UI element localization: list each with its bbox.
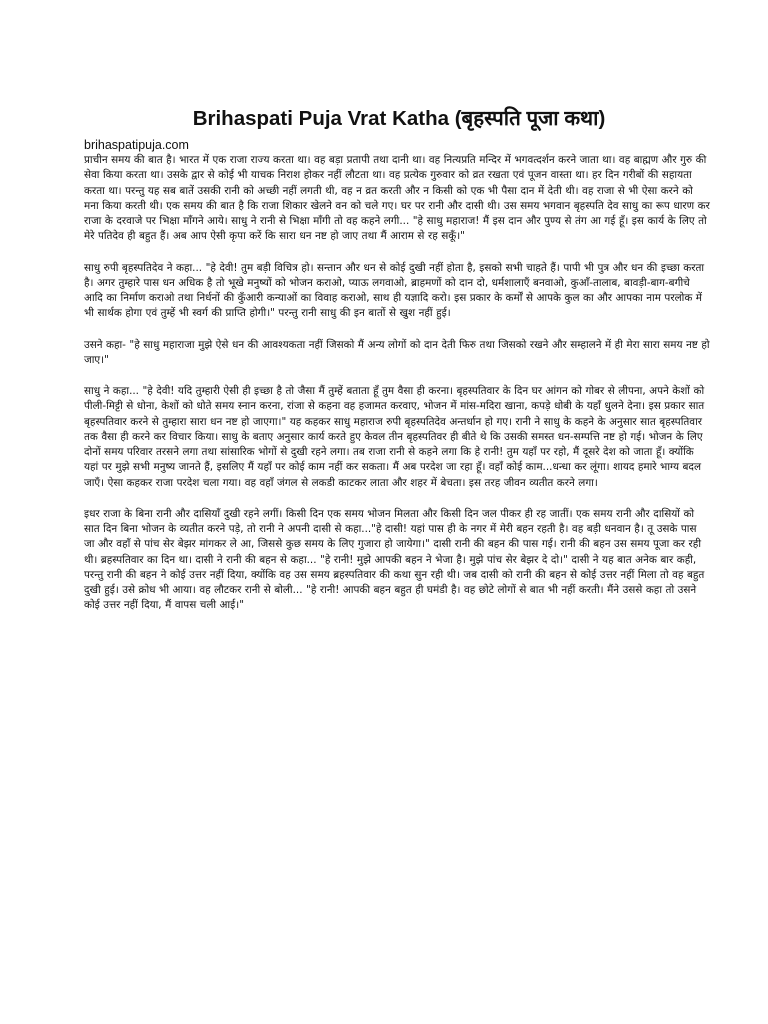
paragraph-1: प्राचीन समय की बात है। भारत में एक राजा राज्य करता था। वह बड़ा प्रतापी तथा दानी था। वह नित्यप्रति मन्दिर में भगवत्दर्शन करने जाता था। वह बाह्मण और गुरु की सेवा किया करता था। उसके द्वार से कोई भी याचक निराश होकर नहीं लौटता था। वह प्रत्येक गुरुवार को व्रत रखता एवं पूजन वास्ता था। हर दिन गरीबों की सहायता करता था। परन्तु यह सब बातें उसकी रानी को अच्छी नहीं लगती थी, वह न व्रत करती और न किसी को एक भी पैसा दान में देती थी। वह राजा से भी ऐसा करने को मना किया करती थी। एक समय की बात है कि राजा शिकार खेलने वन को चले गए। घर पर रानी और दासी थी। उस समय भगवान बृहस्पति देव साधु का रूप धारण कर राजा के दरवाजे पर भिक्षा माँगने आये। साधु ने रानी से भिक्षा माँगी तो वह कहने लगी... "हे साधु महाराज! मैं इस दान और पुण्य से तंग आ गई हूँ। इस कार्य के लिए तो मेरे पतिदेव ही बहुत हैं। अब आप ऐसी कृपा करें कि सारा धन नष्ट हो जाए तथा मैं आराम से रह सकूँ।" <box>84 154 710 243</box>
paragraph-2: साधु रुपी बृहस्पतिदेव ने कहा... "हे देवी! तुम बड़ी विचित्र हो। सन्तान और धन से कोई दुखी नहीं होता है, इसको सभी चाहते हैं। पापी भी पुत्र और धन की इच्छा करता है। अगर तुम्हारे पास धन अधिक है तो भूखे मनुष्यों को भोजन कराओ, प्याऊ लगवाओ, ब्राहमणों को दान दो, धर्मशालाएँ बनवाओ, कुआँ-तालाब, बावड़ी-बाग-बगीचे आदि का निर्माण कराओ तथा निर्धनों की कुँआरी कन्याओं का विवाह कराओ, साथ ही यज्ञादि करो। इस प्रकार के कर्मों से आपके कुल का और आपका नाम परलोक में भी सार्थक होगा एवं तुम्हें भी स्वर्ग की प्राप्ति होगी।" परन्तु रानी साधु की इन बातों से खुश नहीं हुई। <box>84 261 705 320</box>
paragraph-3: उसने कहा- "हे साधु महाराजा मुझे ऐसे धन की आवश्यकता नहीं जिसको मैं अन्य लोगों को दान देती फिरु तथा जिसको रखने और सम्हालने में ही मेरा सारा समय नष्ट हो जाए।" <box>84 338 710 366</box>
document-title: Brihaspati Puja Vrat Katha (बृहस्पति पूजा कथा) <box>192 107 606 130</box>
paragraph-5: इधर राजा के बिना रानी और दासियाँ दुखी रहने लगीं। किसी दिन एक समय भोजन मिलता और किसी दिन जल पीकर ही रह जातीं। एक समय रानी और दासियों को सात दिन बिना भोजन के व्यतीत करने पड़े, तो रानी ने अपनी दासी से कहा..."हे दासी! यहां पास ही के नगर में मेरी बहन रहती है। वह बड़ी धनवान है। तू उसके पास जा और वहाँ से पांच सेर बेझर मांगकर ले आ, जिससे कुछ समय के लिए गुजारा हो जायेगा।" दासी रानी की बहन की पास गई। रानी की बहन उस समय पूजा कर रही थी। ब्रहस्पतिवार का दिन था। दासी ने रानी की बहन से कहा... "हे रानी! मुझे आपकी बहन ने भेजा है। मुझे पांच सेर बेझर दे दो।" दासी ने यह बात अनेक बार कही, परन्तु रानी की बहन ने कोई उत्तर नहीं दिया, क्योंकि वह उस समय ब्रहस्पतिवार की कथा सुन रही थी। जब दासी को रानी की बहन से कोई उत्तर नहीं मिला तो वह बहुत दुखी हुई। उसे क्रोध भी आया। वह लौटकर रानी से बोली... "हे रानी! आपकी बहन बहुत ही घमंडी है। वह छोटे लोगों से बात भी नहीं करती। मैंने उससे कहा तो उसने कोई उत्तर नहीं दिया, मैं वापस चली आई।" <box>84 507 705 612</box>
source-website: brihaspatipuja.com <box>84 138 189 152</box>
story-body <box>84 153 710 614</box>
paragraph-4: साधु ने कहा... "हे देवी! यदि तुम्हारी ऐसी ही इच्छा है तो जैसा मैं तुम्हें बताता हूँ तुम वैसा ही करना। बृहस्पतिवार के दिन घर आंगन को गोबर से लीपना, अपने केशों को पीली-मिट्टी से धोना, केशों को धोते समय स्नान करना, रांजा से कहना वह हजामत करवाए, भोजन में मांस-मदिरा खाना, कपड़े धोबी के यहाँ धुलने देना। इस प्रकार सात बृहस्पतिवार करने से तुम्हारा सारा धन नष्ट हो जाएगा।" यह कहकर साधु महाराज रुपी बृहस्पतिदेव अन्तर्धान हो गए। रानी ने साधु के कहने के अनुसार सात बृहस्पतिवार तक वैसा ही करने कर विचार किया। साधु के बताए अनुसार कार्य करते हुए केवल तीन बृहस्पतिवर ही बीते थे कि उसकी समस्त धन-सम्पत्ति नष्ट हो गई। भोजन के लिए दोनों समय परिवार तरसने लगा तथा सांसारिक भोगों से दुखी रहने लगा। तब राजा रानी से कहने लगा कि हे रानी! तुम यहाँ पर रहो, मैं दूसरे देश को जाता हूँ। क्योंकि यहां पर मुझे सभी मनुष्य जानते हैं, इसलिए मैं यहाँ पर कोई काम नहीं कर सकता। मैं अब परदेश जा रहा हूँ। वहाँ कोई काम...धन्धा कर लूंगा। शायद हमारे भाग्य बदल जाएँ। ऐसा कहकर राजा परदेश चला गया। वह वहाँ जंगल से लकडी काटकर लाता और शहर में बेचता। इस तरह जीवन व्यतीत करने लगा। <box>84 385 705 489</box>
